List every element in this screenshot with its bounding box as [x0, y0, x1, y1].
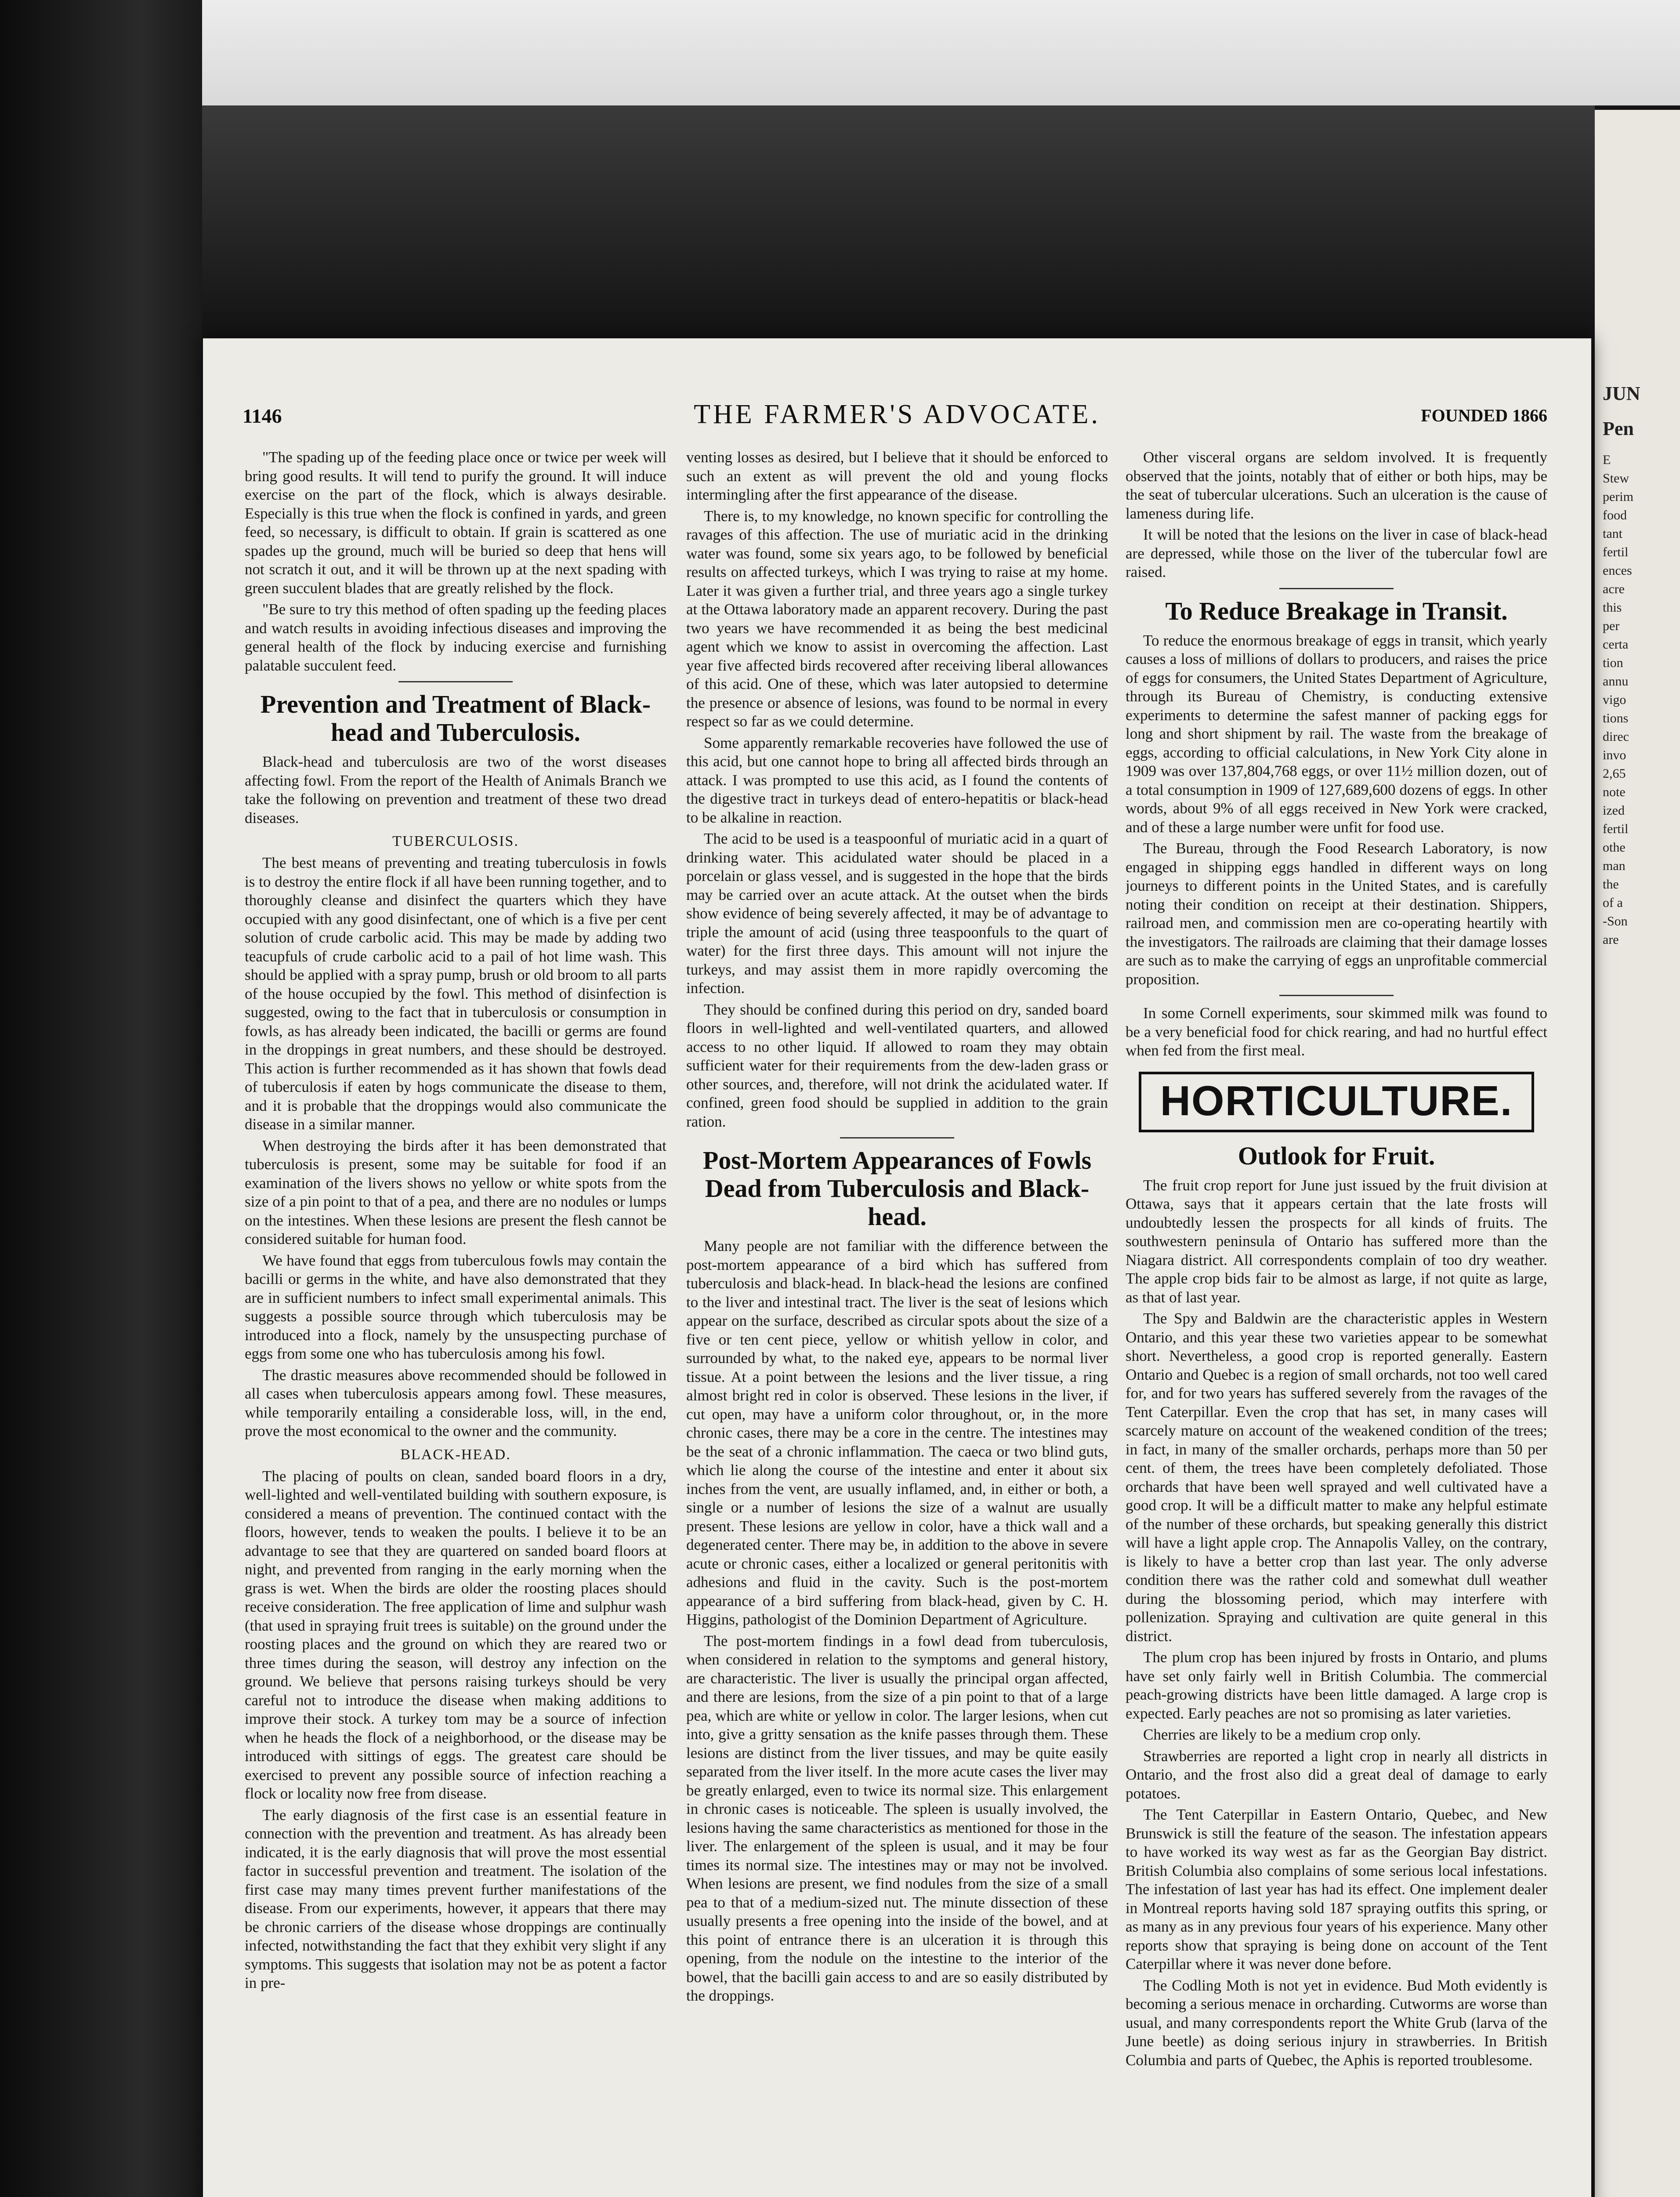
adjacent-page-fragment: invo: [1603, 748, 1626, 762]
column-2: [686, 448, 1108, 2197]
adjacent-page-fragment: tion: [1603, 656, 1623, 670]
adjacent-page-fragment: JUN: [1603, 383, 1640, 404]
article-headline: Outlook for Fruit.: [1238, 1141, 1435, 1170]
adjacent-page-fragment: the: [1603, 877, 1619, 892]
section-banner: HORTICULTURE.: [1139, 1072, 1534, 1132]
article-paragraph: Many people are not familiar with the difference between the post-mortem appearance of a bird which has suffered from tuberculosis and black-head. In black-head the lesions are confined to the liver and intestinal tract. The liver is the seat of lesions which appear on the surface, described as circular spots about the size of a five or ten cent piece, yellow or whitish yellow in color, and surrounded by what, to the naked eye, appears to be normal liver tissue. At a point between the lesions and the liver tissue, a ring almost bright red in color is observed. These lesions in the liver, if cut open, may have a uniform color throughout, or, in the more chronic cases, there may be a core in the centre. The intestines may be the seat of a chronic inflammation. The caeca or two blind guts, which lie along the course of the intestine and enter it about six inches from the vent, are usually inflamed, and, in either or both, a single or a number of lesions the size of a walnut are usually present. These lesions are yellow in color, have a thick wall and a degenerated center. There may be, in addition to the above in severe acute or chronic cases, either a localized or general peritonitis with adhesions and fluid in the cavity. Such is the post-mortem appearance of a bird suffering from black-head, given by C. H. Higgins, pathologist of the Dominion Department of Agriculture.: [686, 1237, 1108, 1628]
article-paragraph: The post-mortem findings in a fowl dead from tuberculosis, when considered in relation to the symptoms and general history, are characteristic. The liver is usually the principal organ affected, and there are lesions, from the size of a pin point to that of a large pea, which are white or yellow in color. The larger lesions, when cut into, give a gritty sensation as the knife passes through them. These lesions are distinct from the liver tissues, and may be quite easily separated from the liver itself. In the more acute cases the liver may be greatly enlarged, even to twice its normal size. This enlargement in chronic cases is noticeable. The spleen is usually involved, the lesions having the same characteristics as mentioned for those in the liver. The enlargement of the spleen is usual, and it may be four times its normal size. The intestines may or may not be involved. When lesions are present, we find nodules from the size of a small pea to that of a medium-sized nut. The minute dissection of these usually presents a free opening into the inside of the bowel, and at this point of entrance there is an ulceration it is through this opening, from the nodule on the intestine to the interior of the bowel, that the bacilli gain access to and are so easily distributed by the droppings.: [686, 1632, 1108, 2004]
article-paragraph: In some Cornell experiments, sour skimmed milk was found to be a very beneficial food for chick rearing, and had no hurtful effect when fed from the first meal.: [1126, 1004, 1547, 1059]
article-paragraph: Black-head and tuberculosis are two of the worst diseases affecting fowl. From the report of the Health of Animals Branch we take the following on prevention and treatment of these two dread diseases.: [245, 753, 666, 827]
adjacent-page-fragment: fertil: [1603, 822, 1629, 836]
article-paragraph: The fruit crop report for June just issued by the fruit division at Ottawa, says that it appears certain that the late frosts will undoubtedly lessen the prospects for all kinds of fruits. The southwestern peninsula of Ontario has suffered more than the Niagara district. All correspondents complain of too dry weather. The apple crop bids fair to be almost as large, if not quite as large, as that of last year.: [1126, 1176, 1547, 1306]
article-paragraph: The placing of poults on clean, sanded board floors in a dry, well-lighted and well-ventilated building with southern exposure, is considered a means of prevention. The continued contact with the floors, however, tends to weaken the poults. I believe it to be an advantage to see that they are quartered on sanded board floors at night, and prevented from ranging in the early morning when the grass is wet. When the birds are older the roosting places should receive consideration. The free application of lime and sulphur wash (that used in spraying fruit trees is suitable) on the ground under the roosting places and the ground on which they are reared two or three times during the season, will destroy any infection on the ground. We believe that persons raising turkeys should be very careful not to introduce the disease when making additions to improve their stock. A turkey tom may be a source of infection when he heads the flock of a neighborhood, or the disease may be introduced with sittings of eggs. The greatest care should be exercised to prevent any possible source of infection reaching a flock or locality now free from disease.: [245, 1467, 666, 1802]
column-1: [245, 448, 666, 2197]
adjacent-page-fragment: othe: [1603, 840, 1626, 855]
adjacent-page-fragment: Stew: [1603, 471, 1629, 486]
page-number: 1146: [243, 405, 282, 427]
adjacent-page-fragment: note: [1603, 785, 1626, 799]
section-divider: [1279, 995, 1394, 996]
founded-line: FOUNDED 1866: [1421, 406, 1547, 425]
article-paragraph: Strawberries are reported a light crop in nearly all districts in Ontario, and the frost also did a great deal of damage to early potatoes.: [1126, 1747, 1547, 1802]
article-paragraph: venting losses as desired, but I believe that it should be enforced to such an extent as will prevent the old and young flocks intermingling after the first appearance of the disease.: [686, 449, 1108, 503]
adjacent-page-fragment: E: [1603, 453, 1611, 467]
adjacent-page-fragment: tant: [1603, 526, 1622, 541]
subheading: TUBERCULOSIS.: [392, 833, 519, 849]
article-paragraph: It will be noted that the lesions on the liver in case of black-head are depressed, while those on the liver of the tubercular fowl are raised.: [1126, 526, 1547, 580]
film-shadow: [202, 105, 1595, 334]
adjacent-page-fragment: fertil: [1603, 545, 1629, 559]
article-paragraph: "The spading up of the feeding place once or twice per week will bring good results. It will tend to purify the ground. It will induce exercise on the part of the flock, which is always desirable. Especially is this true when the flock is confined in yards, and green feed, so necessary, is difficult to obtain. If grain is scattered as one spades up the ground, much will be buried so deep that hens will not scratch it out, and it will be thrown up at the next spading with green succulent blades that are greatly relished by the flock.: [245, 449, 666, 597]
article-paragraph: The early diagnosis of the first case is an essential feature in connection with the prevention and treatment. As has already been indicated, it is the early diagnosis that will prove the most essential factor in successful prevention and treatment. The isolation of the first case may many times prevent further manifestations of the disease. From our experiments, however, it appears that there may be chronic carriers of the disease whose droppings are continually infected, notwithstanding the fact that they exhibit very slight if any symptoms. This suggests that isolation may not be as potent a factor in pre-: [245, 1806, 666, 1991]
adjacent-page-fragment: ences: [1603, 563, 1632, 578]
section-divider: [1279, 588, 1394, 589]
article-paragraph: To reduce the enormous breakage of eggs in transit, which yearly causes a loss of millions of dollars to producers, and raises the price of eggs for consumers, the United States Department of Agriculture, through its Bureau of Chemistry, is conducting extensive experiments to determine the safest manner of packing eggs for long and short shipment by rail. The waste from the breakage of eggs, according to official calculations, in New York City alone in 1909 was over 137,804,768 eggs, or over 11½ million dozen, out of a total consumption in 1909 of 127,689,600 dozens of eggs. In other words, about 9% of all eggs received in New York were cracked, and of these a large number were unfit for food use.: [1126, 631, 1547, 836]
article-headline: To Reduce Breakage in Transit.: [1165, 596, 1508, 625]
article-paragraph: "Be sure to try this method of often spading up the feeding places and watch results in avoiding infectious diseases and improving the general health of the flock by inducing exercise and furnishing palatable succulent feed.: [245, 601, 666, 674]
article-paragraph: There is, to my knowledge, no known specific for controlling the ravages of this affection. The use of muriatic acid in the drinking water was found, some six years ago, to be followed by beneficial results on affected turkeys, which I was trying to raise at my home. Later it was given a further trial, and three years ago a single turkey at the Ottawa laboratory made an apparent recovery. During the past two years we have recommended it as being the best medicinal agent which we know to assist in overcoming the affection. Last year five affected birds recovered after receiving liberal allowances of this acid. One of these, which was later autopsied to determine the presence or absence of lesions, was found to be normal in every respect so far as we could determine.: [686, 507, 1108, 730]
adjacent-page-fragment: perim: [1603, 489, 1633, 504]
newspaper-page: [203, 338, 1591, 2197]
adjacent-page-strip: [1595, 110, 1680, 2197]
article-paragraph: The Tent Caterpillar in Eastern Ontario, Quebec, and New Brunswick is still the feature of the season. The infestation appears to have worked its way west as far as the Georgian Bay district. British Columbia also complains of some serious local infestations. The infestation of last year has had its effect. One implement dealer in Montreal reports having sold 187 spraying outfits this spring, or as many as in any previous four years of his experience. Many other reports show that spraying is being done on account of the Tent Caterpillar where it was never done before.: [1126, 1806, 1547, 1972]
film-border-top: [0, 0, 1680, 105]
adjacent-page-fragment: man: [1603, 859, 1626, 873]
adjacent-page-fragment: of a: [1603, 895, 1623, 910]
subheading: BLACK-HEAD.: [400, 1446, 511, 1463]
adjacent-page-fragment: certa: [1603, 637, 1629, 652]
article-paragraph: Some apparently remarkable recoveries have followed the use of this acid, but one cannot hope to bring all affected birds through an attack. I was prompted to use this acid, as I found the contents of the digestive tract in turkeys dead of entero-hepatitis or black-head to be alkaline in reaction.: [686, 734, 1108, 826]
article-paragraph: They should be confined during this period on dry, sanded board floors in well-lighted and well-ventilated quarters, and allowed access to no other liquid. If allowed to roam they may obtain sufficient water for their requirements from the dew-laden grass or other sources, and, therefore, will not drink the acidulated water. If confined, green food should be supplied in addition to the grain ration.: [686, 1001, 1108, 1130]
adjacent-page-fragment: tions: [1603, 711, 1629, 725]
masthead-title: THE FARMER'S ADVOCATE.: [694, 399, 1101, 429]
article-paragraph: The Codling Moth is not yet in evidence. Bud Moth evidently is becoming a serious menace in orcharding. Cutworms are worse than usual, and many correspondents report the White Grub (larva of the June beetle) as doing serious injury in strawberries. In British Columbia and parts of Quebec, the Aphis is reported troublesome.: [1126, 1976, 1547, 2069]
article-paragraph: The acid to be used is a teaspoonful of muriatic acid in a quart of drinking water. This acidulated water should be placed in a porcelain or glass vessel, and is suggested in the hope that the birds may be carried over an acute attack. At the outset when the birds show evidence of being severely affected, it may be of advantage to triple the amount of acid (using three teaspoonfuls to the quart of water) for the first three days. This amount will not injure the turkeys, and may assist them in more rapidly overcoming the infection.: [686, 830, 1108, 997]
adjacent-page-fragment: this: [1603, 600, 1622, 615]
article-paragraph: When destroying the birds after it has been demonstrated that tuberculosis is present, some may be suitable for food if an examination of the livers shows no yellow or white spots from the size of a pin point to that of a pea, and there are no nodules or lumps on the intestines. When these lesions are present the flesh cannot be considered suitable for human food.: [245, 1137, 666, 1247]
article-headline: Post-Mortem Appearances of Fowls Dead from Tuberculosis and Black-head.: [702, 1146, 1092, 1231]
section-divider: [398, 681, 513, 682]
article-paragraph: Cherries are likely to be a medium crop only.: [1143, 1726, 1421, 1743]
adjacent-page-fragment: 2,65: [1603, 766, 1626, 781]
article-paragraph: The drastic measures above recommended should be followed in all cases when tuberculosis appears among fowl. These measures, while temporarily entailing a considerable loss, will, in the end, prove the most economical to the owner and the community.: [245, 1366, 666, 1439]
adjacent-page-fragment: ized: [1603, 803, 1625, 818]
article-paragraph: The plum crop has been injured by frosts in Ontario, and plums have set only fairly well in British Columbia. The commercial peach-growing districts have been little damaged. A large crop is expected. Early peaches are not so promising as later varieties.: [1126, 1649, 1547, 1722]
article-headline: Prevention and Treatment of Black-head and Tuberculosis.: [260, 690, 651, 747]
article-paragraph: The Bureau, through the Food Research Laboratory, is now engaged in shipping eggs handled in different ways on long journeys to different points in the United States, and is carefully noting their condition on receipt at their destination. Shippers, railroad men, and commission men are co-operating heartily with the investigators. The railroads are claiming that their damage losses are such as to make the carrying of eggs an unprofitable commercial proposition.: [1126, 840, 1547, 988]
adjacent-page-fragment: annu: [1603, 674, 1629, 689]
article-paragraph: Other visceral organs are seldom involved. It is frequently observed that the joints, notably that of either or both hips, may be the seat of tubercular ulcerations. Such an ulceration is the cause of lameness during life.: [1126, 449, 1547, 522]
adjacent-page-fragment: direc: [1603, 729, 1629, 744]
adjacent-page-fragment: -Son: [1603, 914, 1628, 928]
adjacent-page-fragment: food: [1603, 508, 1627, 522]
column-3: [1126, 448, 1547, 2197]
section-divider: [840, 1137, 954, 1138]
page-header: [203, 395, 1591, 439]
adjacent-page-fragment: are: [1603, 932, 1619, 947]
adjacent-page-fragment: per: [1603, 619, 1620, 633]
adjacent-page-fragment: acre: [1603, 582, 1625, 596]
article-paragraph: The best means of preventing and treating tuberculosis in fowls is to destroy the entire flock if all have been running together, and to thoroughly cleanse and disinfect the quarters which they have occupied with any good disinfectant, one of which is a five per cent solution of crude carbolic acid. This may be made by adding two teacupfuls of crude carbolic acid to a pail of hot lime wash. This should be applied with a spray pump, brush or old broom to all parts of the house occupied by the fowl. This method of disinfection is suggested, owing to the fact that in tuberculosis or consumption in fowls, as has already been indicated, the bacilli or germs are found in the droppings in great numbers, and these should be destroyed. This action is further recommended as it has shown that fowls dead of tuberculosis if eaten by hogs communicate the disease to them, and it is probable that the droppings would also communicate the disease in a similar manner.: [245, 854, 666, 1133]
adjacent-page-fragment: Pen: [1603, 418, 1634, 439]
article-paragraph: We have found that eggs from tuberculous fowls may contain the bacilli or germs in the white, and have also demonstrated that they are in sufficient numbers to infect small experimental animals. This suggests a possible source through which tuberculosis may be introduced into a flock, namely by the unsuspecting purchase of eggs from some one who has tuberculosis among his fowl.: [245, 1251, 666, 1362]
article-paragraph: The Spy and Baldwin are the characteristic apples in Western Ontario, and this year these two varieties appear to be somewhat short. Nevertheless, a good crop is reported generally. Eastern Ontario and Quebec is a region of small orchards, not too well cared for, and for two years has suffered severely from the ravages of the Tent Caterpillar. Even the crop that has set, in many cases will scarcely mature on account of the weakened condition of the trees; in fact, in many of the smaller orchards, perhaps more than 50 per cent. of them, the trees have been completely defoliated. Those orchards that have been well sprayed and well cultivated have a good crop. It will be a difficult matter to make any helpful estimate of the number of these orchards, but speaking generally this district will have a light apple crop. The Annapolis Valley, on the contrary, is likely to have a better crop than last year. The only adverse condition there was the rather cold and somewhat dull weather during the blossoming period, which may interfere with pollenization. Spraying and cultivation are quite general in this district.: [1126, 1310, 1547, 1645]
adjacent-page-fragment: vigo: [1603, 692, 1626, 707]
film-border-left: [0, 0, 202, 2197]
